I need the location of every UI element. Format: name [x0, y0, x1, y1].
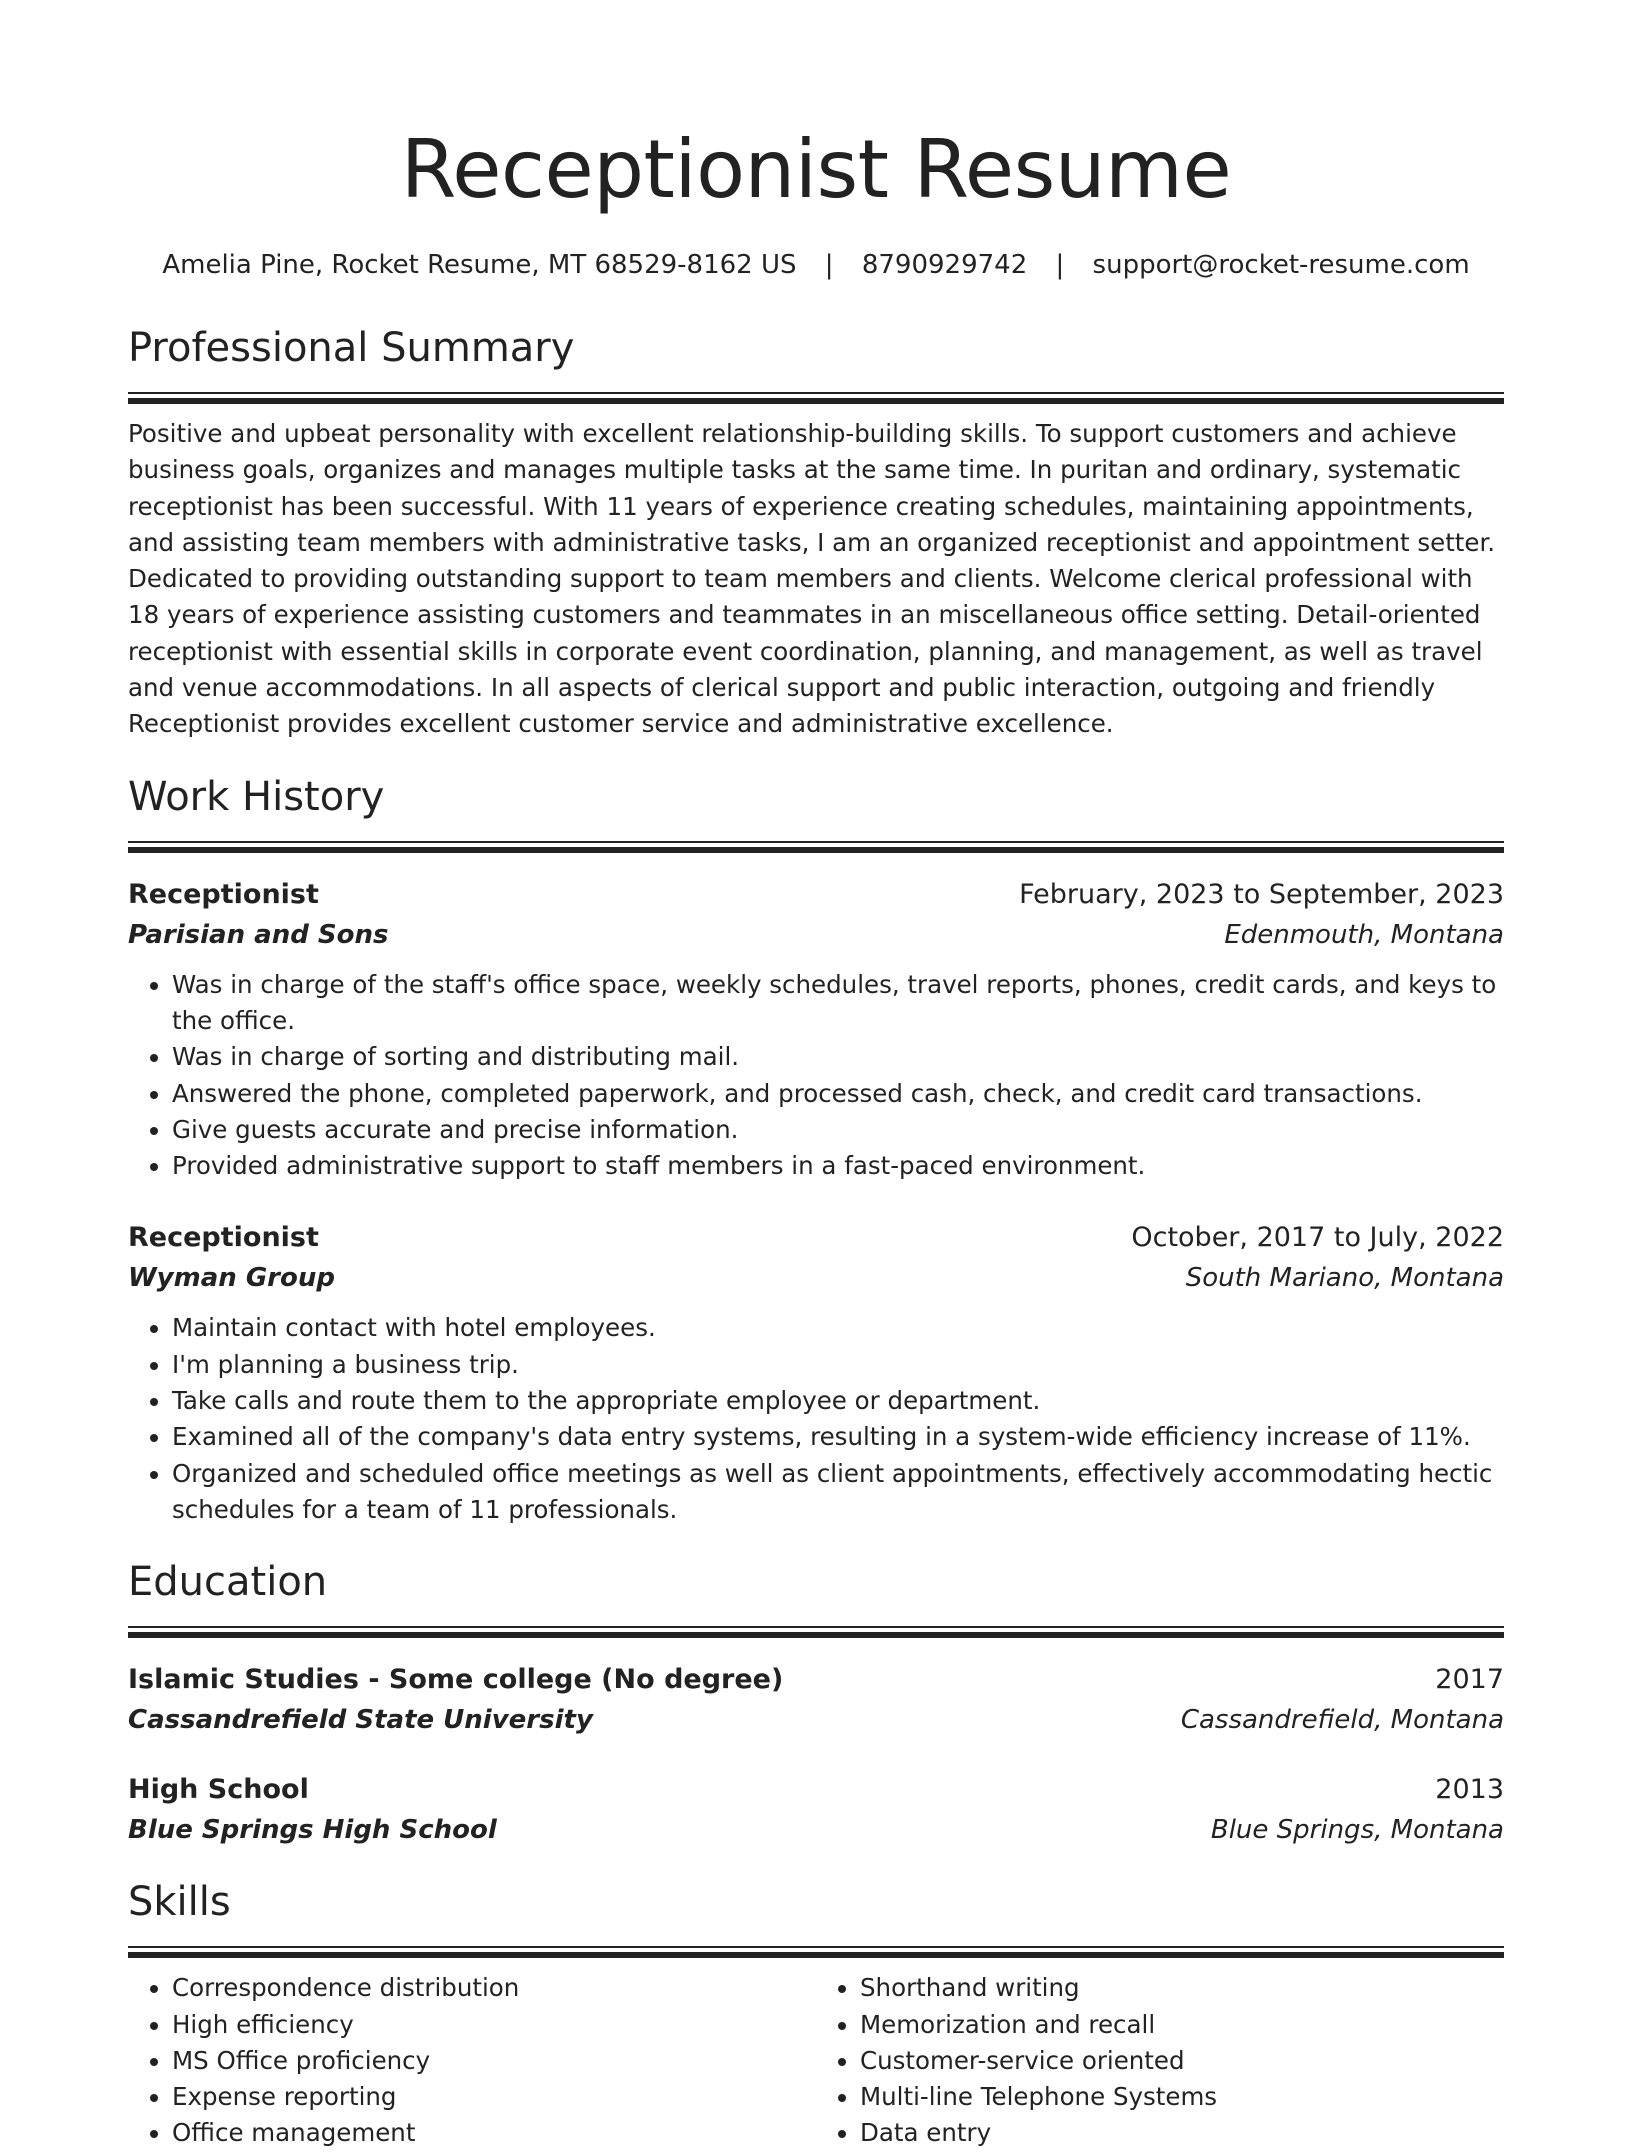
section-divider — [128, 1626, 1504, 1638]
job-title: Receptionist — [128, 1222, 319, 1254]
education-degree: High School — [128, 1774, 309, 1806]
skill-item: • Shorthand writing — [860, 1970, 1504, 2006]
job-dates: February, 2023 to September, 2023 — [1019, 878, 1504, 910]
section-divider — [128, 1946, 1504, 1958]
job-location: Edenmouth, Montana — [1224, 919, 1504, 950]
skill-item: • Data entry — [860, 2115, 1504, 2151]
contact-separator: | — [824, 250, 834, 280]
job-bullets — [128, 1310, 1504, 1528]
skills-right-column — [816, 1970, 1504, 2151]
skill-item: • Customer-service oriented — [860, 2043, 1504, 2079]
skill-item: • Multi-line Telephone Systems — [860, 2079, 1504, 2115]
education-header — [128, 1660, 1504, 1700]
job-bullet: • Was in charge of sorting and distributing mail. — [172, 1039, 1504, 1075]
education-degree: Islamic Studies - Some college (No degree) — [128, 1664, 784, 1696]
job-dates: October, 2017 to July, 2022 — [1131, 1222, 1504, 1254]
contact-email: support@rocket-resume.com — [1092, 250, 1470, 280]
summary-text: Positive and upbeat personality with excellent relationship-building skills. To support customers and achieve business goals, organizes and manages multiple tasks at the same time. In puritan and ordinary, systematic receptionist has been successful. With 11 years of experience creating schedules, maintaining appointments, and assisting team members with administrative tasks, I am an organized receptionist and appointment setter. Dedicated to providing outstanding support to team members and clients. Welcome clerical professional with 18 years of experience assisting customers and teammates in an miscellaneous office setting. Detail-oriented receptionist with essential skills in corporate event coordination, planning, and management, as well as travel and venue accommodations. In all aspects of clerical support and public interaction, outgoing and friendly Receptionist provides excellent customer service and administrative excellence. — [128, 419, 1496, 739]
resume-title: Receptionist Resume — [400, 123, 1232, 216]
education-subheader — [128, 1810, 1504, 1850]
summary-heading: Professional Summary — [128, 325, 575, 371]
skill-item: • Memorization and recall — [860, 2007, 1504, 2043]
section-divider — [128, 392, 1504, 404]
education-school: Blue Springs High School — [128, 1815, 497, 1846]
contact-phone: 8790929742 — [861, 250, 1028, 280]
education-location: Blue Springs, Montana — [1210, 1815, 1504, 1846]
job-bullet: • Organized and scheduled office meetings as well as client appointments, effectively accommodating hectic schedules for a team of 11 professionals. — [172, 1456, 1504, 1529]
skills-columns — [128, 1970, 1504, 2151]
skill-item: • Correspondence distribution — [172, 1970, 816, 2006]
job-bullet: • Provided administrative support to staff members in a fast-paced environment. — [172, 1148, 1504, 1184]
job-bullet: • Take calls and route them to the appropriate employee or department. — [172, 1383, 1504, 1419]
skill-item: • Expense reporting — [172, 2079, 816, 2115]
skill-item: • Office management — [172, 2115, 816, 2151]
education-header — [128, 1770, 1504, 1810]
skills-left-column — [128, 1970, 816, 2151]
job-bullet: • Was in charge of the staff's office space, weekly schedules, travel reports, phones, credit cards, and keys to the office. — [172, 967, 1504, 1040]
skills-section — [128, 1876, 1504, 2151]
job-bullet: • Answered the phone, completed paperwork, and processed cash, check, and credit card transactions. — [172, 1076, 1504, 1112]
education-location: Cassandrefield, Montana — [1180, 1705, 1504, 1736]
education-year: 2013 — [1435, 1774, 1504, 1806]
education-year: 2017 — [1435, 1664, 1504, 1696]
job-bullet: • I'm planning a business trip. — [172, 1347, 1504, 1383]
job-bullet: • Maintain contact with hotel employees. — [172, 1310, 1504, 1346]
job-bullet: • Examined all of the company's data entry systems, resulting in a system-wide efficiency increase of 11%. — [172, 1419, 1504, 1455]
job-header — [128, 1218, 1504, 1258]
job-company: Parisian and Sons — [128, 919, 389, 950]
job-entry — [128, 875, 1504, 1185]
education-entry — [128, 1660, 1504, 1740]
job-entry — [128, 1218, 1504, 1528]
job-subheader — [128, 1258, 1504, 1298]
job-location: South Mariano, Montana — [1185, 1263, 1504, 1294]
skill-item: • High efficiency — [172, 2007, 816, 2043]
work-section — [128, 771, 1504, 1529]
skills-heading: Skills — [128, 1879, 231, 1926]
job-bullet: • Give guests accurate and precise information. — [172, 1112, 1504, 1148]
skill-item: • MS Office proficiency — [172, 2043, 816, 2079]
education-school: Cassandrefield State University — [128, 1705, 593, 1736]
section-divider — [128, 841, 1504, 853]
education-entry — [128, 1770, 1504, 1850]
job-subheader — [128, 915, 1504, 955]
contact-separator: | — [1055, 250, 1065, 280]
summary-section — [128, 322, 1504, 743]
job-company: Wyman Group — [128, 1263, 335, 1294]
education-heading: Education — [128, 1559, 328, 1606]
contact-line — [128, 248, 1504, 282]
education-subheader — [128, 1700, 1504, 1740]
contact-address: Amelia Pine, Rocket Resume, MT 68529-8162 US — [162, 250, 797, 280]
job-title: Receptionist — [128, 878, 319, 910]
education-section — [128, 1556, 1504, 1850]
work-heading: Work History — [128, 773, 385, 820]
job-bullets — [128, 967, 1504, 1185]
job-header — [128, 875, 1504, 915]
